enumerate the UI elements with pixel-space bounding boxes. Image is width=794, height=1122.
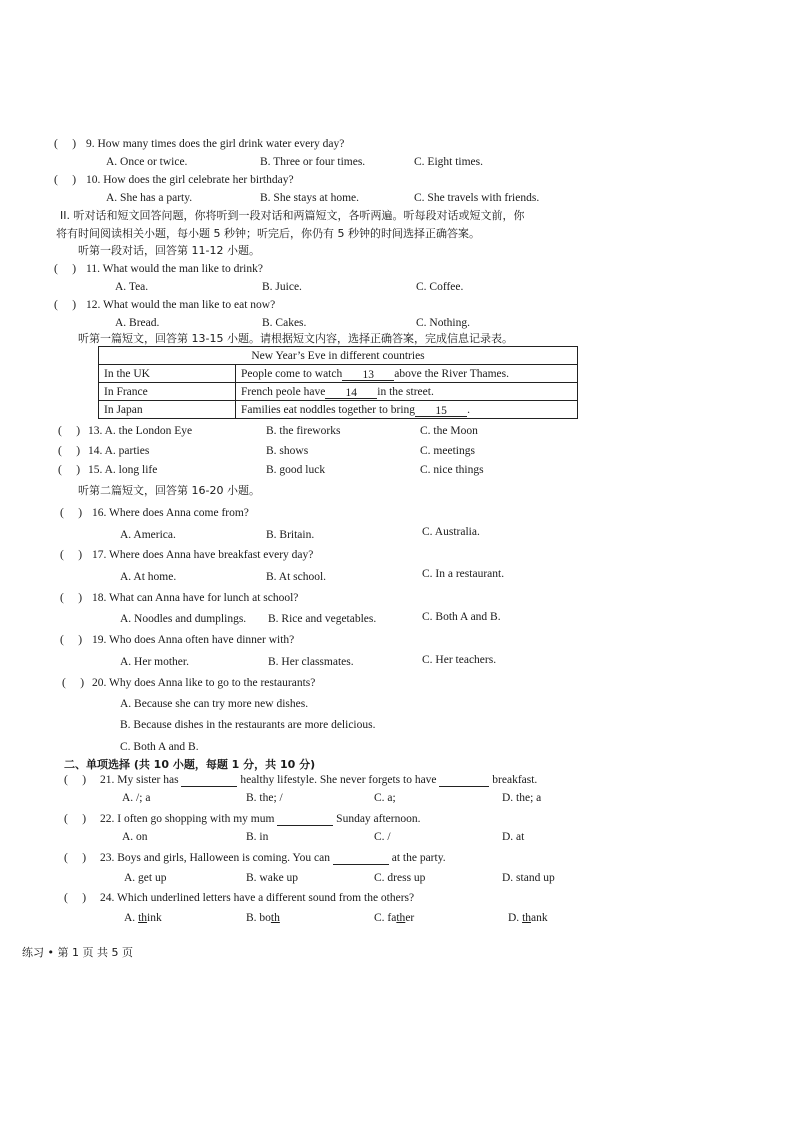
- q17-option-c: C. In a restaurant.: [422, 568, 505, 580]
- q24-option-b: B. both: [246, 912, 280, 924]
- q18-option-b: B. Rice and vegetables.: [268, 613, 377, 625]
- answer-paren-q15: ( ): [58, 464, 81, 476]
- question-24-stem: 24. Which underlined letters have a different sound from the others?: [100, 892, 415, 904]
- q21-option-a: A. /; a: [122, 792, 151, 804]
- q20-option-c: C. Both A and B.: [120, 741, 199, 753]
- answer-paren-q24: ( ): [64, 892, 87, 904]
- blank-14[interactable]: 14: [325, 386, 377, 399]
- answer-paren-q12: ( ): [54, 299, 77, 311]
- answer-paren-q11: ( ): [54, 263, 77, 275]
- q22-option-a: A. on: [122, 831, 148, 843]
- q10-option-b: B. She stays at home.: [260, 192, 360, 204]
- section-2-instruction-line2: 将有时间阅读相关小题，每小题 5 秒钟；听完后，你仍有 5 秒钟的时间选择正确答案。: [56, 227, 480, 240]
- q12-option-c: C. Nothing.: [416, 317, 470, 329]
- q17-option-a: A. At home.: [120, 571, 177, 583]
- q11-option-b: B. Juice.: [262, 281, 302, 293]
- dialogue-intro: 听第一段对话，回答第 11-12 小题。: [78, 244, 260, 257]
- table-cell-country: In France: [99, 383, 236, 401]
- blank-21b[interactable]: [439, 774, 489, 787]
- q21-option-b: B. the; /: [246, 792, 283, 804]
- q9-option-c: C. Eight times.: [414, 156, 483, 168]
- section-2-instruction-line1: II. 听对话和短文回答问题，你将听到一段对话和两篇短文，各听两遍。听每段对话或短文前，你: [60, 209, 525, 222]
- q10-option-c: C. She travels with friends.: [414, 192, 540, 204]
- passage-1-intro: 听第一篇短文，回答第 13-15 小题。请根据短文内容，选择正确答案，完成信息记录表。: [78, 332, 513, 345]
- answer-paren-q22: ( ): [64, 813, 87, 825]
- blank-22[interactable]: [277, 813, 333, 826]
- question-14: 14. A. parties: [88, 445, 150, 457]
- question-17-stem: 17. Where does Anna have breakfast every day?: [92, 549, 314, 561]
- question-23-stem: 23. Boys and girls, Halloween is coming. You can at the party.: [100, 852, 446, 864]
- table-title-row: [99, 347, 578, 365]
- q20-option-b: B. Because dishes in the restaurants are more delicious.: [120, 719, 376, 731]
- question-15: 15. A. long life: [88, 464, 158, 476]
- part-2-heading: 二、单项选择 (共 10 小题，每题 1 分，共 10 分): [64, 758, 316, 771]
- table-row: [99, 401, 578, 419]
- q15-option-b: B. good luck: [266, 464, 326, 476]
- q19-option-b: B. Her classmates.: [268, 656, 354, 668]
- page-footer: 练习 • 第 1 页 共 5 页: [22, 946, 133, 959]
- q16-option-b: B. Britain.: [266, 529, 315, 541]
- question-16-stem: 16. Where does Anna come from?: [92, 507, 249, 519]
- new-years-eve-table: [98, 346, 578, 419]
- q23-option-a: A. get up: [124, 872, 167, 884]
- q14-option-c: C. meetings: [420, 445, 475, 457]
- blank-15[interactable]: 15: [415, 404, 467, 417]
- table-cell-country: In the UK: [99, 365, 236, 383]
- q15-option-c: C. nice things: [420, 464, 484, 476]
- q17-option-b: B. At school.: [266, 571, 327, 583]
- question-10-stem: 10. How does the girl celebrate her birthday?: [86, 174, 294, 186]
- question-12-stem: 12. What would the man like to eat now?: [86, 299, 276, 311]
- table-row: [99, 365, 578, 383]
- answer-paren-q14: ( ): [58, 445, 81, 457]
- q21-option-d: D. the; a: [502, 792, 542, 804]
- blank-23[interactable]: [333, 852, 389, 865]
- q24-option-d: D. thank: [508, 912, 548, 924]
- q11-option-c: C. Coffee.: [416, 281, 464, 293]
- q23-option-d: D. stand up: [502, 872, 555, 884]
- answer-paren-q23: ( ): [64, 852, 87, 864]
- q22-option-d: D. at: [502, 831, 525, 843]
- q10-option-a: A. She has a party.: [106, 192, 193, 204]
- table-cell-info: People come to watch 13 above the River Thames.: [236, 365, 578, 383]
- table-cell-country: In Japan: [99, 401, 236, 419]
- question-20-stem: 20. Why does Anna like to go to the restaurants?: [92, 677, 316, 689]
- answer-paren-q19: ( ): [60, 634, 83, 646]
- question-21-stem: 21. My sister has healthy lifestyle. She never forgets to have breakfast.: [100, 774, 538, 786]
- question-19-stem: 19. Who does Anna often have dinner with?: [92, 634, 295, 646]
- q23-option-c: C. dress up: [374, 872, 426, 884]
- blank-13[interactable]: 13: [342, 368, 394, 381]
- q18-option-a: A. Noodles and dumplings.: [120, 613, 247, 625]
- answer-paren-q13: ( ): [58, 425, 81, 437]
- q16-option-a: A. America.: [120, 529, 176, 541]
- q16-option-c: C. Australia.: [422, 526, 480, 538]
- answer-paren-q10: ( ): [54, 174, 77, 186]
- q13-option-c: C. the Moon: [420, 425, 478, 437]
- q21-option-c: C. a;: [374, 792, 396, 804]
- answer-paren-q20: ( ): [62, 677, 85, 689]
- table-cell-info: Families eat noddles together to bring 15 .: [236, 401, 578, 419]
- answer-paren-q18: ( ): [60, 592, 83, 604]
- table-cell-info: French peole have 14 in the street.: [236, 383, 578, 401]
- q9-option-b: B. Three or four times.: [260, 156, 366, 168]
- q9-option-a: A. Once or twice.: [106, 156, 188, 168]
- q12-option-a: A. Bread.: [115, 317, 160, 329]
- answer-paren-q21: ( ): [64, 774, 87, 786]
- q22-option-c: C. /: [374, 831, 391, 843]
- passage-2-intro: 听第二篇短文，回答第 16-20 小题。: [78, 484, 260, 497]
- answer-paren-q17: ( ): [60, 549, 83, 561]
- q11-option-a: A. Tea.: [115, 281, 149, 293]
- question-11-stem: 11. What would the man like to drink?: [86, 263, 263, 275]
- question-22-stem: 22. I often go shopping with my mum Sunday afternoon.: [100, 813, 421, 825]
- q12-option-b: B. Cakes.: [262, 317, 307, 329]
- table-title: New Year’s Eve in different countries: [99, 347, 578, 365]
- question-18-stem: 18. What can Anna have for lunch at school?: [92, 592, 299, 604]
- q14-option-b: B. shows: [266, 445, 309, 457]
- question-9-stem: 9. How many times does the girl drink water every day?: [86, 138, 345, 150]
- q18-option-c: C. Both A and B.: [422, 611, 501, 623]
- blank-21a[interactable]: [181, 774, 237, 787]
- q22-option-b: B. in: [246, 831, 269, 843]
- q19-option-a: A. Her mother.: [120, 656, 189, 668]
- table-row: [99, 383, 578, 401]
- q13-option-b: B. the fireworks: [266, 425, 341, 437]
- q23-option-b: B. wake up: [246, 872, 299, 884]
- q24-option-c: C. father: [374, 912, 415, 924]
- question-13: 13. A. the London Eye: [88, 425, 193, 437]
- q19-option-c: C. Her teachers.: [422, 654, 497, 666]
- q20-option-a: A. Because she can try more new dishes.: [120, 698, 309, 710]
- answer-paren-q9: ( ): [54, 138, 77, 150]
- answer-paren-q16: ( ): [60, 507, 83, 519]
- q24-option-a: A. think: [124, 912, 162, 924]
